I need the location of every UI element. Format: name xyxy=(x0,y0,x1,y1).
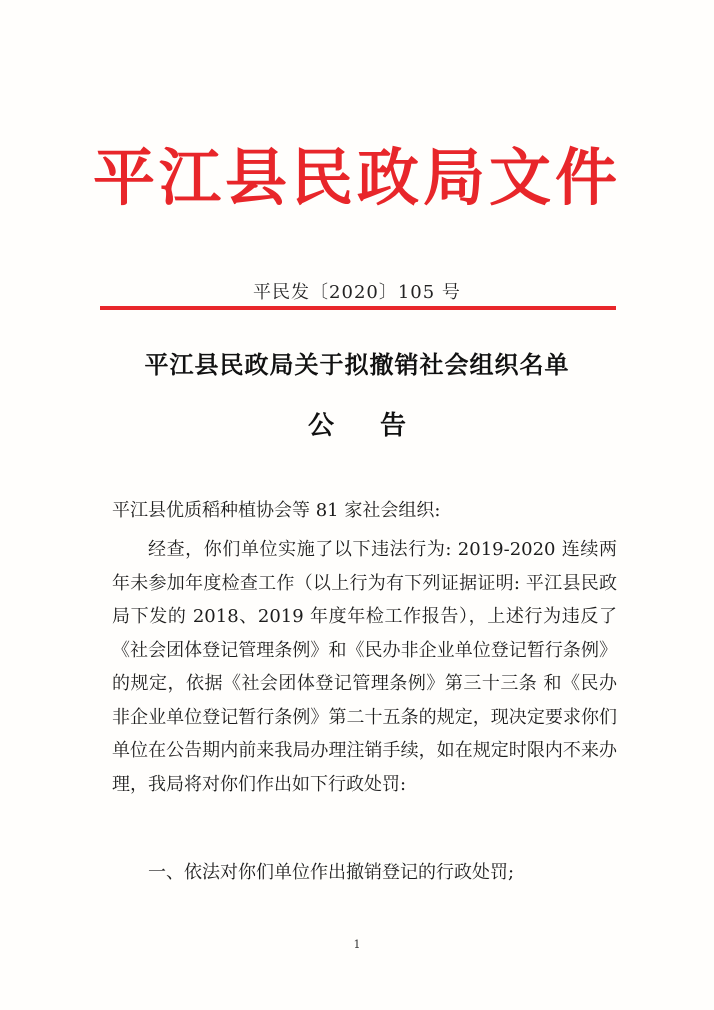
penalty-item-1: 一、依法对你们单位作出撤销登记的行政处罚; xyxy=(148,862,515,883)
notice-subtitle: 公告 xyxy=(307,411,452,441)
notice-title: 平江县民政局关于拟撤销社会组织名单 xyxy=(144,351,570,379)
page-number: 1 xyxy=(353,938,361,951)
red-divider xyxy=(100,306,616,310)
document-number: 平民发〔2020〕105 号 xyxy=(253,282,461,303)
body-paragraph: 经查，你们单位实施了以下违法行为: 2019-2020 连续两年未参加年度检查工作（以上行为有下列证据证明: 平江县民政局下发的 2018、2019 年度年检工作报告），上述行为违反了《社会团体登记管理条例》和《民办非企业单位登记暂行条例》的规定，依据《社会团体登记管理条例》第三十三条 和《民办非企业单位登记暂行条例》第二十五条的规定，现决定要求你们单位在公告期内前来我局办理注销手续，如在规定时限内不来办理，我局将对你们作出如下行政处罚: xyxy=(112,539,617,795)
addressee: 平江县优质稻种植协会等 81 家社会组织: xyxy=(112,500,441,521)
issuer-title: 平江县民政局文件 xyxy=(92,141,621,214)
